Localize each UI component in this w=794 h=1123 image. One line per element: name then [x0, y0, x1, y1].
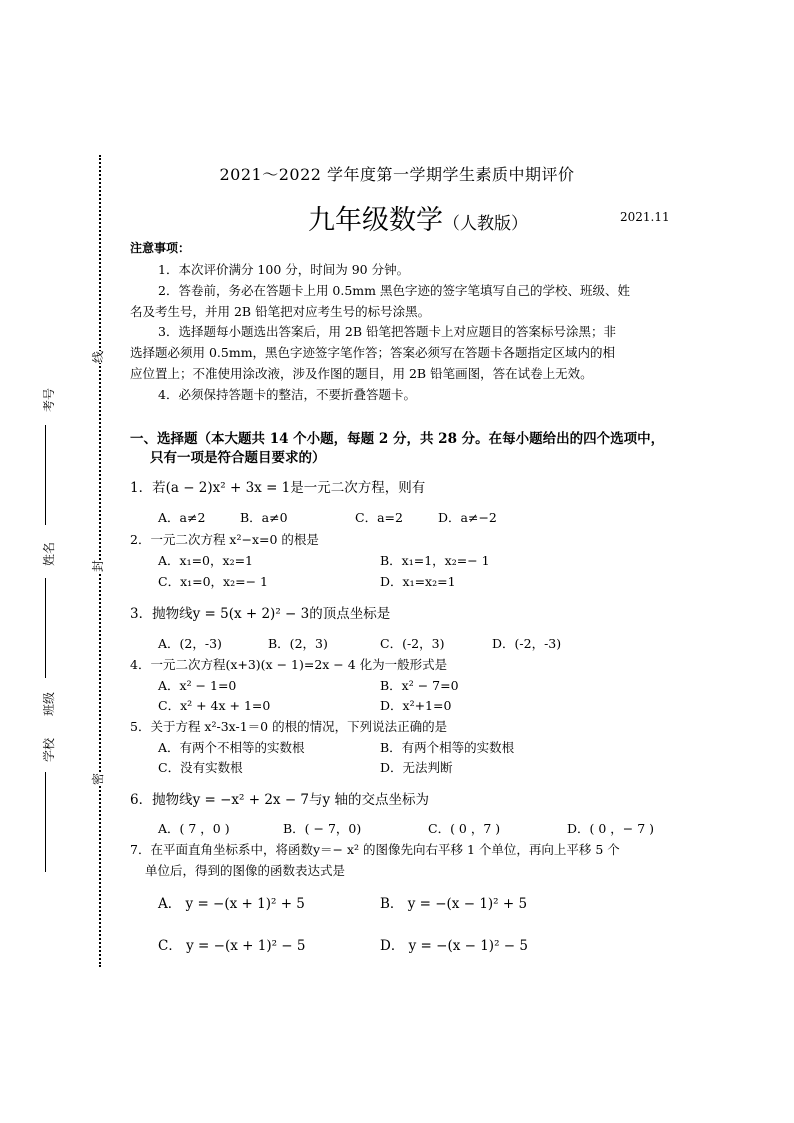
q7-option-b[interactable]: B． y = −(x − 1)² + 5	[380, 896, 528, 912]
exam-title: 2021～2022 学年度第一学期学生素质中期评价	[219, 165, 575, 184]
q1-option-c[interactable]: C．a=2	[355, 510, 403, 525]
section-heading: 一、选择题（本大题共 14 个小题，每题 2 分，共 28 分。在每小题给出的四个选项中，	[130, 431, 665, 447]
q5-option-d[interactable]: D．无法判断	[380, 760, 453, 775]
question-7-stem: 7．在平面直角坐标系中，将函数y＝− x² 的图像先向右平移 1 个单位，再向上平移 5 个	[130, 842, 620, 857]
q5-option-a[interactable]: A．有两个不相等的实数根	[158, 740, 305, 755]
question-3-stem: 3．抛物线y = 5(x + 2)² − 3的顶点坐标是	[130, 606, 391, 622]
subject-name: 九年级数学	[308, 205, 443, 236]
notice-line: 选择题必须用 0.5mm，黑色字迹签字笔作答；答案必须写在答题卡各题指定区域内的相	[130, 345, 616, 360]
q2-option-c[interactable]: C．x₁=0，x₂=− 1	[158, 574, 268, 589]
q4-option-c[interactable]: C．x² + 4x + 1=0	[158, 698, 271, 713]
notice-line: 3．选择题每小题选出答案后，用 2B 铅笔把答题卡上对应题目的答案标号涂黑；非	[158, 324, 617, 339]
exam-date: 2021.11	[620, 210, 670, 224]
seal-char-mi: 密	[91, 772, 106, 786]
subject-title	[308, 198, 528, 237]
q7-option-a[interactable]: A． y = −(x + 1)² + 5	[158, 896, 305, 912]
q1-option-b[interactable]: B．a≠0	[240, 510, 288, 525]
exam-number-label: 考号	[42, 387, 56, 412]
q7-option-d[interactable]: D． y = −(x − 1)² − 5	[380, 938, 528, 954]
seal-char-xian: 线	[91, 350, 106, 364]
school-blank[interactable]	[45, 772, 46, 872]
notice-heading: 注意事项：	[130, 241, 191, 255]
q1-option-a[interactable]: A．a≠2	[158, 510, 206, 525]
name-blank[interactable]	[45, 578, 46, 678]
notice-line: 应位置上；不准使用涂改液，涉及作图的题目，用 2B 铅笔画图，答在试卷上无效。	[130, 366, 593, 381]
q4-option-b[interactable]: B．x² − 7=0	[380, 678, 459, 693]
seal-char-feng: 封	[91, 559, 106, 573]
q1-option-d[interactable]: D．a≠−2	[438, 510, 497, 525]
q4-option-d[interactable]: D．x²+1=0	[380, 698, 452, 713]
question-1-stem: 1．若(a − 2)x² + 3x = 1是一元二次方程，则有	[130, 480, 426, 496]
question-7-stem-cont: 单位后，得到的图像的函数表达式是	[145, 863, 346, 878]
q4-option-a[interactable]: A．x² − 1=0	[158, 678, 237, 693]
q6-option-d[interactable]: D．( 0 ，− 7 )	[567, 821, 655, 836]
section-heading-cont: 只有一项是符合题目要求的）	[150, 450, 326, 466]
q6-option-c[interactable]: C．( 0 ，7 )	[428, 821, 501, 836]
question-6-stem: 6．抛物线y = −x² + 2x − 7与y 轴的交点坐标为	[130, 792, 429, 808]
q2-option-b[interactable]: B．x₁=1，x₂=− 1	[380, 553, 490, 568]
q5-option-b[interactable]: B．有两个相等的实数根	[380, 740, 515, 755]
notice-line: 4．必须保持答题卡的整洁，不要折叠答题卡。	[158, 387, 416, 402]
q3-option-c[interactable]: C．(-2，3)	[380, 636, 445, 651]
q6-option-b[interactable]: B．( − 7，0)	[283, 821, 362, 836]
name-label: 姓名	[42, 541, 56, 566]
q2-option-a[interactable]: A．x₁=0，x₂=1	[158, 553, 254, 568]
notice-line: 名及考生号，并用 2B 铅笔把对应考生号的标号涂黑。	[130, 304, 431, 319]
q2-option-d[interactable]: D．x₁=x₂=1	[380, 574, 456, 589]
notice-line: 2．答卷前，务必在答题卡上用 0.5mm 黑色字迹的签字笔填写自己的学校、班级、姓	[158, 283, 630, 298]
q3-option-a[interactable]: A．(2，-3)	[158, 636, 222, 651]
school-label: 学校	[42, 737, 56, 762]
exam-number-blank[interactable]	[45, 425, 46, 525]
q5-option-c[interactable]: C．没有实数根	[158, 760, 243, 775]
edition: （人教版）	[443, 214, 528, 234]
class-label: 班级	[42, 691, 56, 716]
q6-option-a[interactable]: A．( 7 ，0 )	[158, 821, 230, 836]
question-2-stem: 2．一元二次方程 x²−x=0 的根是	[130, 532, 319, 547]
q7-option-c[interactable]: C． y = −(x + 1)² − 5	[158, 938, 306, 954]
q3-option-b[interactable]: B．(2，3)	[268, 636, 328, 651]
question-5-stem: 5．关于方程 x²-3x-1＝0 的根的情况，下列说法正确的是	[130, 719, 448, 734]
question-4-stem: 4．一元二次方程(x+3)(x − 1)=2x − 4 化为一般形式是	[130, 657, 448, 672]
notice-line: 1．本次评价满分 100 分，时间为 90 分钟。	[158, 262, 410, 277]
q3-option-d[interactable]: D．(-2，-3)	[492, 636, 562, 651]
